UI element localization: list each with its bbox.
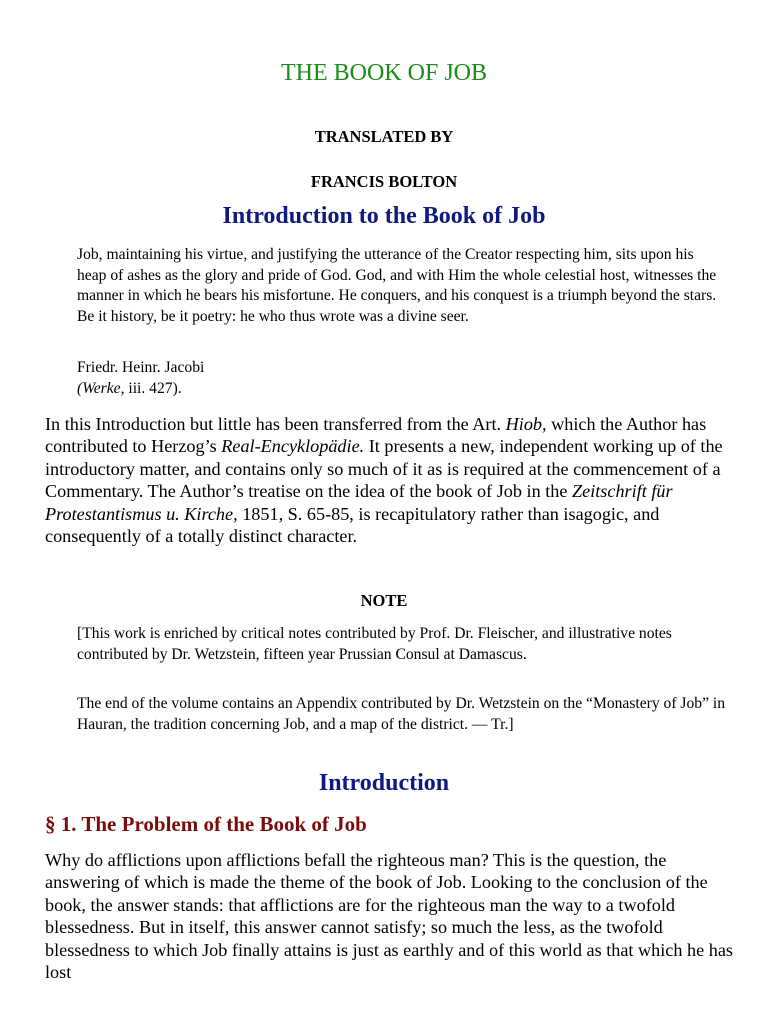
citation-source-ref: iii. 427).: [124, 379, 182, 397]
intro-text-3: It presents a new, independent working up of the introductory matter, and contains only so much of it as is required at the commencement of a Commentary. The Author’s treatise on the idea of the book of Job in the: [45, 436, 723, 502]
intro-zeitschrift: Zeitschrift für Protestantismus u. Kirche,: [45, 481, 673, 524]
introduction-main-heading: Introduction: [318, 770, 450, 796]
intro-text-4: 1851, S. 65-85, is recapitulatory rather than isagogic, and consequently of a totally distinct character.: [45, 503, 660, 547]
citation-author: Friedr. Heinr. Jacobi: [77, 359, 205, 376]
introduction-heading: Introduction to the Book of Job: [222, 203, 546, 229]
intro-real-encyklopadie: Real-Encyklopädie.: [221, 436, 365, 457]
intro-text-1: In this Introduction but little has been transferred from the Art.: [45, 414, 506, 434]
translated-by-label: TRANSLATED BY: [314, 127, 454, 146]
section-1-paragraph: Why do afflictions upon afflictions befall the righteous man? This is the question, the answering of which is made the theme of the book of Job. Looking to the conclusion of the book, the answer stands: that afflictions are for the righteous man the way to a twofold blessedness. But in itself, this answer cannot satisfy; so much the less, as the twofold blessedness to which Job finally attains is just as earthly and of this world as that which he has lost: [45, 850, 733, 983]
translator-name: FRANCIS BOLTON: [310, 172, 458, 191]
citation-source-title: (Werke,: [77, 379, 125, 397]
book-title: THE BOOK OF JOB: [280, 60, 487, 86]
motto-citation: [77, 358, 204, 399]
intro-text-2: which the Author has contributed to Herzog’s: [45, 414, 707, 457]
section-1-heading: § 1. The Problem of the Book of Job: [45, 812, 367, 836]
introduction-paragraph: [45, 413, 735, 547]
intro-hiob: Hiob,: [505, 414, 547, 434]
note-heading: NOTE: [360, 591, 408, 610]
note-paragraph-2: The end of the volume contains an Appendix contributed by Dr. Wetzstein on the “Monastery of Job” in Hauran, the tradition concerning Job, and a map of the district. — Tr.]: [77, 695, 726, 733]
note-paragraph-1: [This work is enriched by critical notes contributed by Prof. Dr. Fleischer, and illustrative notes contributed by Dr. Wetzstein, fifteen year Prussian Consul at Damascus.: [77, 625, 672, 663]
motto-quote: Job, maintaining his virtue, and justifying the utterance of the Creator respecting him, sits upon his heap of ashes as the glory and pride of God. God, and with Him the whole celestial host, witnesses the manner in which he bears his misfortune. He conquers, and his conquest is a triumph beyond the stars. Be it history, be it poetry: he who thus wrote was a divine seer.: [77, 246, 717, 325]
